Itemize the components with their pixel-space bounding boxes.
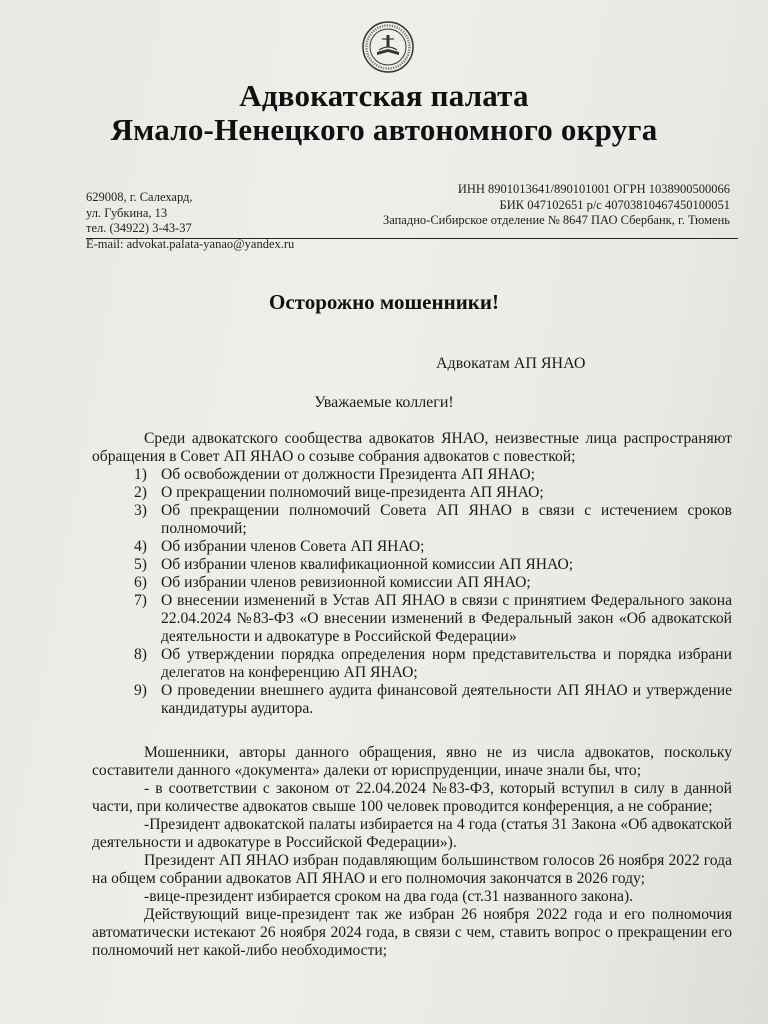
- agenda-item-text: Об прекращении полномочий Совета АП ЯНАО в связи с истечением сроков полномочий;: [161, 502, 732, 537]
- document-body: [92, 430, 732, 960]
- paragraph-spacer: [92, 718, 732, 744]
- agenda-item-text: О проведении внешнего аудита финансовой деятельности АП ЯНАО и утверждение кандидатуры аудитора.: [161, 682, 732, 717]
- agenda-item-number: 3): [134, 502, 147, 519]
- agenda-item: [92, 556, 732, 574]
- agenda-item-number: 4): [134, 538, 147, 555]
- contact-phone: тел. (34922) 3-43-37: [86, 221, 192, 235]
- agenda-item-number: 2): [134, 484, 147, 501]
- agenda-item-text: Об утверждении порядка определения норм представительства и порядка избрани делегатов на конференцию АП ЯНАО;: [161, 646, 732, 681]
- body-paragraph: - в соответствии с законом от 22.04.2024 №83-ФЗ, который вступил в силу в данной части, при количестве адвокатов свыше 100 человек проводится конференция, а не собрание;: [92, 780, 732, 815]
- contact-block: [86, 190, 294, 252]
- document-heading: Осторожно мошенники!: [269, 290, 499, 314]
- contact-address-city: 629008, г. Салехард,: [86, 190, 193, 204]
- body-paragraph: -вице-президент избирается сроком на два года (ст.31 названного закона).: [144, 888, 634, 905]
- agenda-item-text: О прекращении полномочий вице-президента АП ЯНАО;: [161, 484, 544, 501]
- agenda-item: [92, 646, 732, 682]
- bank-branch: Западно-Сибирское отделение № 8647 ПАО Сбербанк, г. Тюмень: [382, 213, 730, 227]
- bank-inn-ogrn: ИНН 8901013641/890101001 ОГРН 1038900500066: [457, 182, 730, 196]
- agenda-item-text: Об избрании членов Совета АП ЯНАО;: [161, 538, 425, 555]
- header-divider: [86, 238, 738, 239]
- agenda-list: [92, 466, 732, 718]
- agenda-item-number: 8): [134, 646, 147, 663]
- contact-address-street: ул. Губкина, 13: [86, 205, 168, 220]
- intro-paragraph: Среди адвокатского сообщества адвокатов ЯНАО, неизвестные лица распространяют обращения в Совет АП ЯНАО о созыве собрания адвокатов с повесткой;: [92, 430, 732, 465]
- organization-title-line2: Ямало-Ненецкого автономного округа: [110, 112, 658, 147]
- body-paragraph: Президент АП ЯНАО избран подавляющим большинством голосов 26 ноября 2022 года на общем собрании адвокатов АП ЯНАО и его полномочия закончатся в 2026 году;: [92, 852, 732, 887]
- body-paragraph: Мошенники, авторы данного обращения, явно не из числа адвокатов, поскольку составители данного «документа» далеки от юриспруденции, иначе знали бы, что;: [92, 744, 732, 779]
- agenda-item-text: Об избрании членов квалификационной комиссии АП ЯНАО;: [161, 556, 574, 573]
- agenda-item-number: 6): [134, 574, 147, 591]
- agenda-item-text: Об избрании членов ревизионной комиссии АП ЯНАО;: [161, 574, 531, 591]
- agenda-item: [92, 502, 732, 538]
- agenda-item: [92, 682, 732, 718]
- agenda-item: [92, 592, 732, 646]
- agenda-item-number: 5): [134, 556, 147, 573]
- agenda-item-text: О внесении изменений в Устав АП ЯНАО в связи с принятием Федерального закона 22.04.2024 №83-ФЗ «О внесении изменений в Федеральный закон «Об адвокатской деятельности и адвокатуре в Российской Федерации»: [161, 592, 732, 645]
- agenda-item-number: 9): [134, 682, 147, 699]
- agenda-item: [92, 574, 732, 592]
- contact-email: E-mail: advokat.palata-yanao@yandex.ru: [86, 236, 295, 251]
- agenda-item: [92, 538, 732, 556]
- body-paragraph: -Президент адвокатской палаты избирается на 4 года (статья 31 Закона «Об адвокатской деятельности и адвокатуре в Российской Федерации»).: [92, 816, 732, 851]
- agenda-item-text: Об освобождении от должности Президента АП ЯНАО;: [161, 466, 535, 483]
- agenda-item-number: 7): [134, 592, 147, 609]
- agenda-item: [92, 484, 732, 502]
- bank-details-block: [383, 182, 730, 229]
- body-paragraph: Действующий вице-президент так же избран 26 ноября 2022 года и его полномочия автоматически истекают 26 ноября 2024 года, в связи с чем, ставить вопрос о прекращении его полномочий нет какой-либо необходимости;: [92, 906, 732, 959]
- bar-association-emblem-icon: [361, 20, 415, 74]
- greeting: Уважаемые коллеги!: [314, 394, 454, 411]
- organization-title-line1: Адвокатская палата: [239, 78, 529, 113]
- addressee: Адвокатам АП ЯНАО: [436, 355, 586, 372]
- bank-bik-account: БИК 047102651 р/с 40703810467450100051: [499, 197, 730, 212]
- agenda-item-number: 1): [134, 466, 147, 483]
- agenda-item: [92, 466, 732, 484]
